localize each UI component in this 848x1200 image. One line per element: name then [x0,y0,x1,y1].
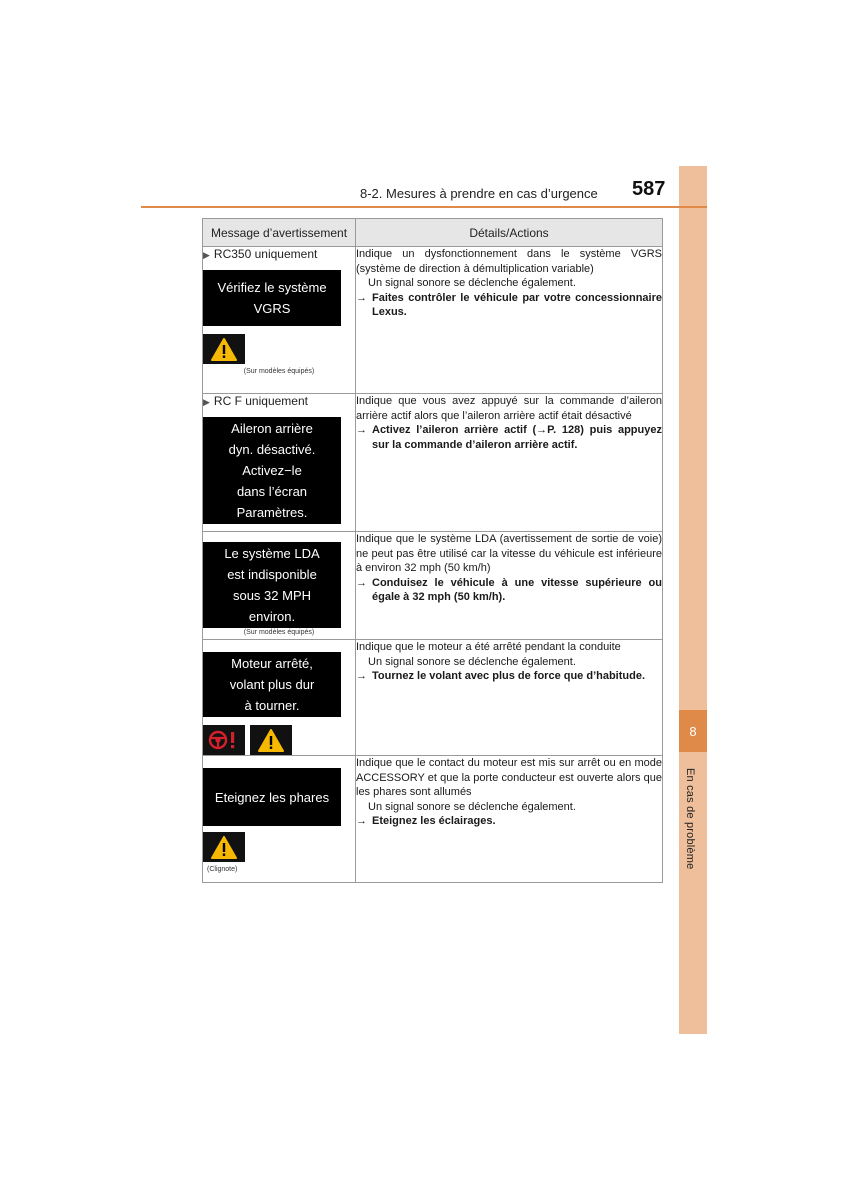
screen-line: Paramètres. [236,505,308,520]
warning-screen [203,542,341,628]
details-cell [356,640,663,756]
action-text: Eteignez les éclairages. [372,815,496,827]
details-cell [356,532,663,640]
details-text: Indique que vous avez appuyé sur la commande d’aileron arrière actif alors que l’aileron arrière actif était désactivé [356,395,662,422]
screen-line: VGRS [253,301,291,316]
page-number: 587 [632,178,666,200]
warning-screen [203,652,341,717]
screen-line: Aileron arrière [231,421,313,436]
icons-row [203,725,355,755]
icons-row [203,832,355,862]
details-text: Indique un dysfonctionnement dans le système VGRS (système de direction à démultiplication variable) [356,248,662,275]
chapter-number: 8 [679,710,707,752]
details-text: Indique que le système LDA (avertissement de sortie de voie) ne peut pas être utilisé car la vitesse du véhicule est inférieure à environ 32 mph (50 km/h) [356,533,662,574]
screen-line: Moteur arrêté, [231,656,313,671]
action-text: Tournez le volant avec plus de force que d’habitude. [372,670,646,682]
arrow-icon: → [356,291,367,304]
screen-line: Vérifiez le système [217,280,327,295]
action-text: Faites contrôler le véhicule par votre concessionnaire Lexus. [372,291,662,318]
message-cell [203,532,356,640]
footnote: (Clignote) [207,866,238,873]
chapter-label: En cas de problème [684,768,696,870]
footnote: (Sur modèles équipés) [243,368,315,375]
details-cell [356,756,663,883]
arrow-icon: → [356,815,367,827]
triangle-right-icon: ▶ [203,250,210,260]
screen-line: dyn. désactivé. [228,442,316,457]
table-row [203,532,663,640]
warning-triangle-icon [203,832,245,862]
table-row [203,247,663,394]
warning-screen [203,270,341,326]
triangle-right-icon: ▶ [203,397,210,407]
screen-line: volant plus dur [229,677,315,692]
action-text: Activez l’aileron arrière actif (→P. 128) puis appuyez sur la commande d’aileron arrière actif. [372,424,662,451]
warning-triangle-icon [250,725,292,755]
col-header-details: Détails/Actions [356,219,663,247]
screen-line: sous 32 MPH [232,588,312,603]
screen-line: à tourner. [244,698,300,713]
details-text: Indique que le contact du moteur est mis sur arrêt ou en mode ACCESSORY et que la porte conducteur est ouverte alors que les phares sont allumés [356,757,662,798]
arrow-icon: → [356,576,367,589]
warning-screen [203,768,341,826]
table-header-row [203,219,663,247]
screen-line: Le système LDA [224,546,320,561]
action-text: Conduisez le véhicule à une vitesse supérieure ou égale à 32 mph (50 km/h). [372,576,662,603]
screen-line: dans l’écran [236,484,308,499]
table-row [203,394,663,532]
screen-line: est indisponible [227,567,317,582]
model-note: ▶ RC F uniquement [203,394,308,408]
icons-row [203,334,355,364]
footnote: (Sur modèles équipés) [243,629,315,636]
signal-text: Un signal sonore se déclenche également. [368,800,576,813]
signal-text: Un signal sonore se déclenche également. [368,655,576,668]
col-header-message: Message d’avertissement [203,219,356,247]
header-rule [141,206,707,208]
action-line [356,576,662,605]
arrow-icon: → [356,670,367,682]
screen-line: Eteignez les phares [214,789,330,805]
action-line [356,423,662,452]
action-line [356,814,662,829]
message-cell [203,247,356,394]
signal-text: Un signal sonore se déclenche également. [368,277,576,289]
details-cell [356,394,663,532]
warning-table [202,218,663,883]
message-cell [203,640,356,756]
model-note: ▶ RC350 uniquement [203,247,318,261]
action-line [356,291,662,320]
table-row [203,640,663,756]
warning-screen [203,417,341,524]
screen-line: Activez−le [242,463,302,478]
arrow-icon: → [356,424,367,436]
warning-triangle-icon [203,334,245,364]
details-text: Indique que le moteur a été arrêté pendant la conduite [356,641,621,653]
action-line [356,669,662,684]
side-tab [679,166,707,1034]
screen-line: environ. [248,609,296,624]
table-row [203,756,663,883]
section-title: 8-2. Mesures à prendre en cas d’urgence [360,186,598,201]
details-cell [356,247,663,394]
message-cell [203,394,356,532]
message-cell [203,756,356,883]
steering-warning-icon [203,725,245,755]
